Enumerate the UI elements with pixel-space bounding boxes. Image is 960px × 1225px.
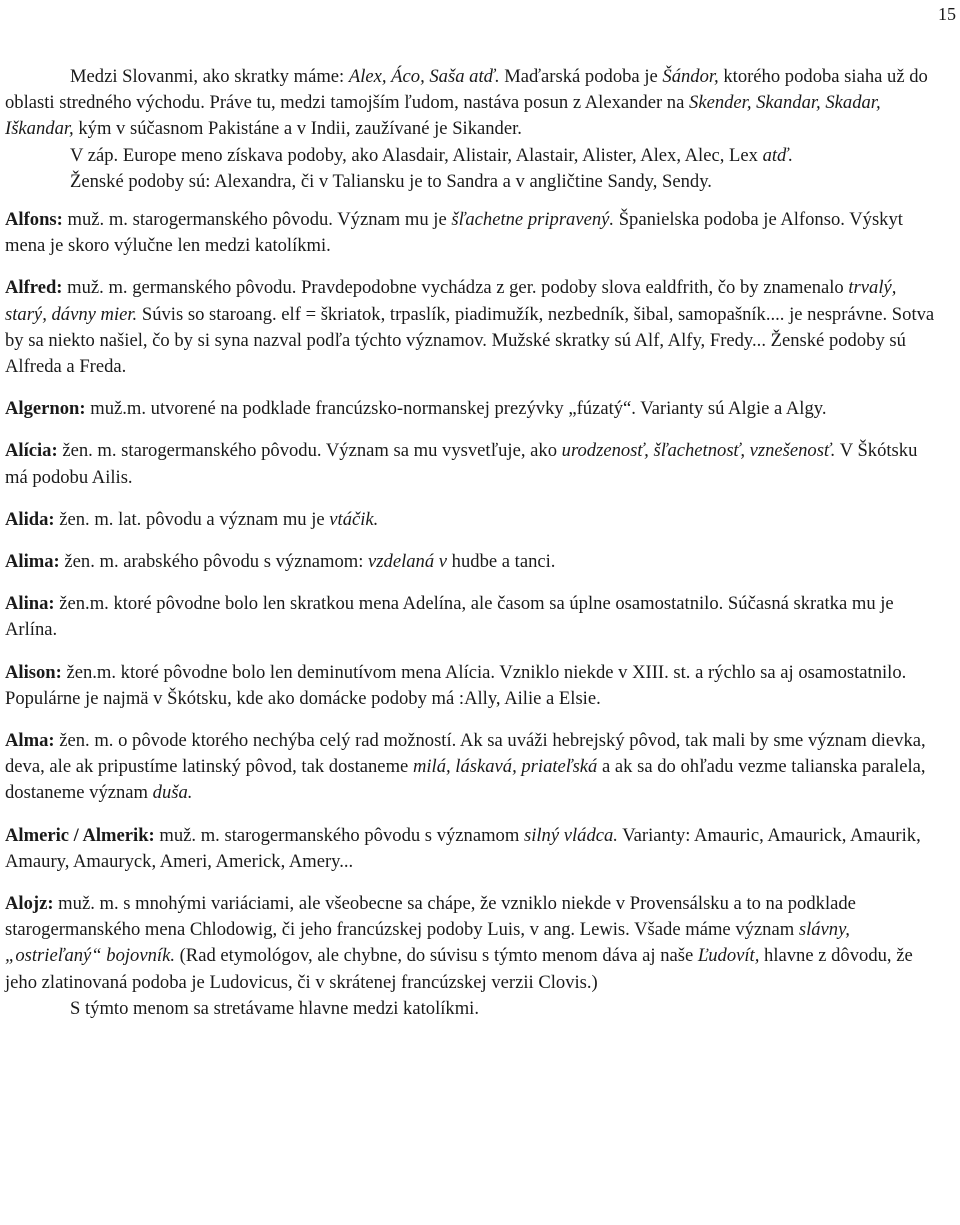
intro-paragraph-2: V záp. Europe meno získava podoby, ako Alasdair, Alistair, Alastair, Alister, Alex, Alec, Lex atď. — [70, 144, 794, 166]
entry-name: Alícia: — [5, 440, 58, 462]
document-body — [5, 64, 940, 1022]
intro-paragraph-3: Ženské podoby sú: Alexandra, či v Taliansku je to Sandra a v angličtine Sandy, Sendy. — [70, 170, 712, 192]
entry-alma: Alma: žen. m. o pôvode ktorého nechýba celý rad možností. Ak sa uváži hebrejský pôvod, tak mali by sme význam dievka, deva, ale ak pripustíme latinský pôvod, tak dostaneme milá, láskavá, priateľská a ak sa do ohľadu vezme talianska paralela, dostaneme význam duša. — [5, 730, 926, 804]
entry-name: Alma: — [5, 730, 55, 752]
entry-alida: Alida: žen. m. lat. pôvodu a význam mu je vtáčik. — [5, 508, 379, 530]
entry-almeric: Almeric / Almerik: muž. m. starogermanského pôvodu s významom silný vládca. Varianty: Amauric, Amaurick, Amaurik, Amaury, Amauryck, Ameri, Americk, Amery... — [5, 824, 921, 872]
entry-name: Alfons: — [5, 209, 63, 231]
closing-paragraph: S týmto menom sa stretávame hlavne medzi katolíkmi. — [70, 997, 479, 1019]
entry-alison: Alison: žen.m. ktoré pôvodne bolo len deminutívom mena Alícia. Vzniklo niekde v XIII. st. a rýchlo sa aj osamostatnilo. Populárne je najmä v Škótsku, kde ako domácke podoby má :Ally, Ailie a Elsie. — [5, 661, 907, 709]
entry-alima: Alima: žen. m. arabského pôvodu s významom: vzdelaná v hudbe a tanci. — [5, 551, 556, 573]
intro-paragraph-1: Medzi Slovanmi, ako skratky máme: Alex, Áco, Saša atď. Maďarská podoba je Šándor, ktorého podoba siaha už do oblasti stredného východu. Práve tu, medzi tamojším ľudom, nastáva posun z Alexander na Skender, Skandar, Skadar, Iškandar, kým v súčasnom Pakistáne a v Indii, zaužívané je Sikander. — [5, 66, 928, 140]
entry-alfons: Alfons: muž. m. starogermanského pôvodu. Význam mu je šľachetne pripravený. Španielska podoba je Alfonso. Výskyt mena je skoro výlučne len medzi katolíkmi. — [5, 209, 903, 257]
entry-name: Alfred: — [5, 277, 63, 299]
entry-name: Alison: — [5, 661, 62, 683]
entry-alfred: Alfred: muž. m. germanského pôvodu. Pravdepodobne vychádza z ger. podoby slova ealdfrith, čo by znamenalo trvalý, starý, dávny mier. Súvis so staroang. elf = škriatok, trpaslík, piadimužík, nezbedník, šibal, samopašník.... je nesprávne. Sotva by sa niekto našiel, čo by si syna nazval podľa týchto významov. Mužské skratky sú Alf, Alfy, Fredy... Ženské podoby sú Alfreda a Freda. — [5, 277, 935, 378]
entry-alicia: Alícia: žen. m. starogermanského pôvodu. Význam sa mu vysvetľuje, ako urodzenosť, šľachetnosť, vznešenosť. V Škótsku má podobu Ailis. — [5, 440, 918, 488]
entry-name: Algernon: — [5, 398, 86, 420]
entry-name: Almeric / Almerik: — [5, 824, 155, 846]
entry-name: Alojz: — [5, 893, 54, 915]
page-number: 15 — [938, 4, 956, 24]
entry-name: Alida: — [5, 508, 55, 530]
entry-name: Alima: — [5, 551, 60, 573]
entry-name: Alina: — [5, 593, 55, 615]
entry-alojz: Alojz: muž. m. s mnohými variáciami, ale všeobecne sa chápe, že vzniklo niekde v Provensálsku a to na podklade starogermanského mena Chlodowig, či jeho francúzskej podoby Luis, v ang. Lewis. Všade máme význam slávny, „ostrieľaný“ bojovník. (Rad etymológov, ale chybne, do súvisu s týmto menom dáva aj naše Ľudovít, hlavne z dôvodu, že jeho zlatinovaná podoba je Ludovicus, či v skrátenej francúzskej verzii Clovis.) — [5, 893, 913, 993]
entry-algernon: Algernon: muž.m. utvorené na podklade francúzsko-normanskej prezývky „fúzatý“. Varianty sú Algie a Algy. — [5, 398, 827, 420]
entry-alina: Alina: žen.m. ktoré pôvodne bolo len skratkou mena Adelína, ale časom sa úplne osamostatnilo. Súčasná skratka mu je Arlína. — [5, 593, 894, 641]
